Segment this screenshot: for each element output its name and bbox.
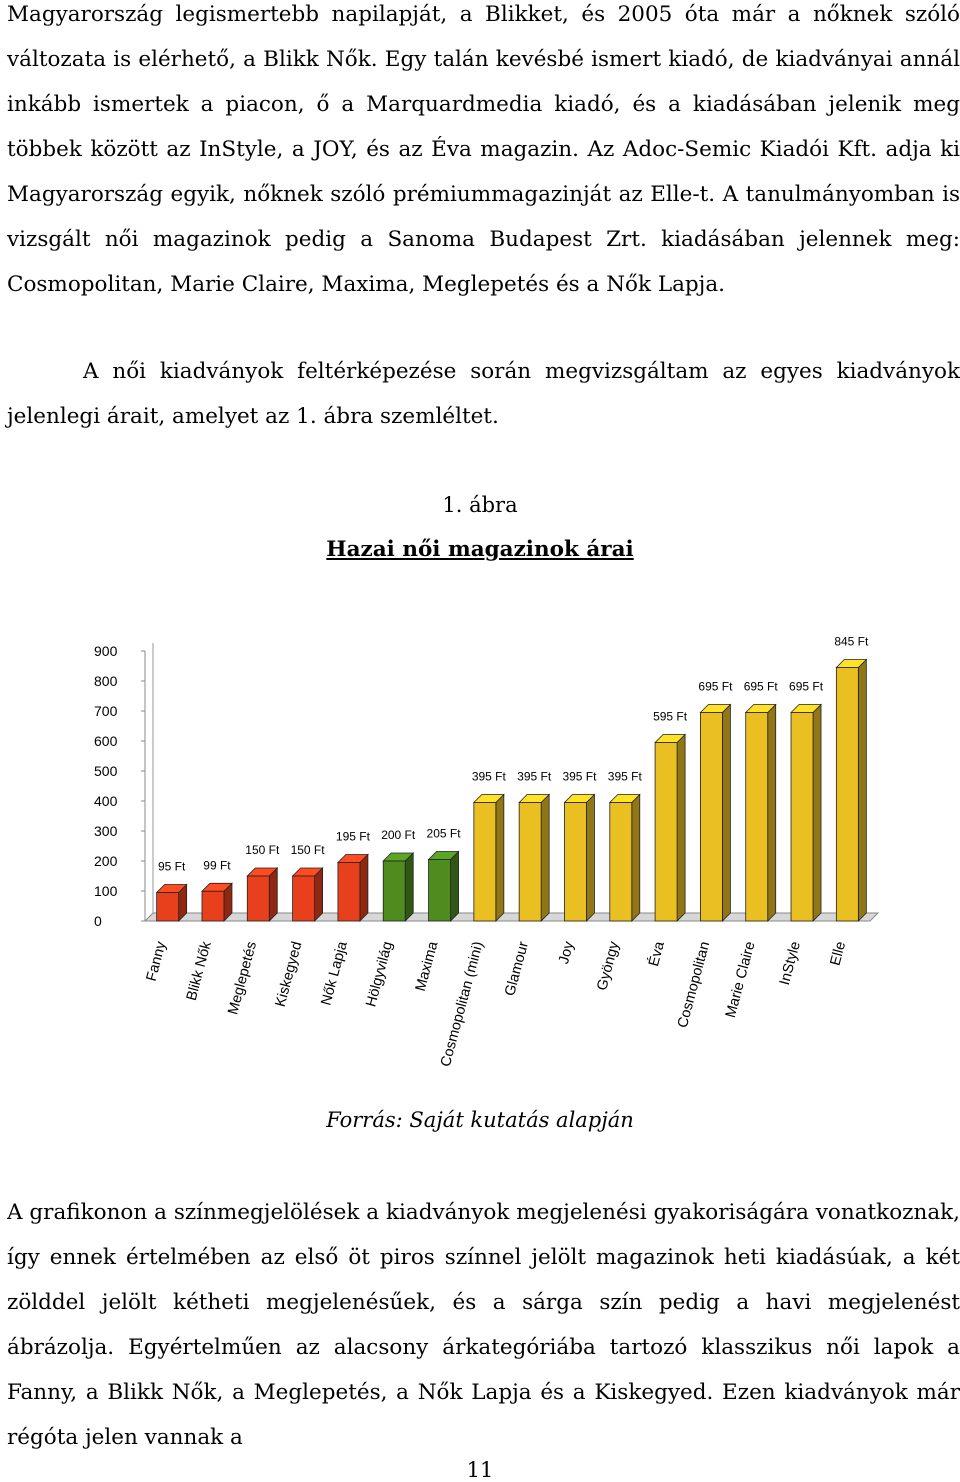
bar-side: [405, 853, 413, 921]
bar: [700, 713, 722, 922]
x-category-label: Joy: [556, 939, 578, 966]
bar-side: [632, 795, 640, 922]
bar: [610, 803, 632, 922]
color-explanation-paragraph: A grafikonon a színmegjelölések a kiadványok megjelenési gyakoriságára vonatkoznak, így ennek értelmében az első öt piros színnel jelölt magazinok heti kiadásúak, a két zölddel jelölt kétheti megjelenésűek, és a sárga szín pedig a havi megjelenést ábrázolja. Egyértelműen az alacsony árkategóriába tartozó klasszikus női lapok a Fanny, a Blikk Nők, a Meglepetés, a Nők Lapja és a Kiskegyed. Ezen kiadványok már régóta jelen vannak a: [7, 1200, 960, 1450]
bar-data-label: 395 Ft: [471, 769, 506, 784]
bar: [202, 891, 224, 921]
figure-number: 1. ábra: [442, 493, 518, 517]
bar-data-label: 695 Ft: [789, 679, 824, 694]
x-category-label: InStyle: [776, 939, 804, 987]
x-category-label: Glamour: [502, 939, 533, 998]
bar-data-label: 200 Ft: [381, 828, 416, 842]
bar-data-label: 395 Ft: [607, 769, 642, 784]
x-category-label: Gyöngy: [594, 939, 623, 993]
bar-data-label: 195 Ft: [335, 829, 370, 844]
bar: [655, 743, 677, 922]
bar: [519, 803, 541, 922]
bar-data-label: 695 Ft: [698, 679, 733, 694]
bar-data-label: 845 Ft: [834, 636, 869, 649]
x-category-label: Kiskegyed: [272, 939, 306, 1009]
x-category-label: Hölgyvilág: [363, 939, 397, 1009]
bar: [157, 893, 179, 922]
bar: [293, 876, 315, 921]
bar-side: [677, 735, 685, 922]
bar-side: [813, 705, 821, 922]
y-tick-label: 0: [94, 913, 102, 929]
bar-data-label: 150 Ft: [290, 843, 325, 857]
bar-data-label: 150 Ft: [245, 843, 280, 857]
y-tick-label: 200: [94, 853, 118, 869]
x-category-label: Cosmopolitan (mini): [437, 939, 487, 1069]
bar: [474, 803, 496, 922]
y-tick-label: 800: [94, 673, 118, 689]
price-bar-chart: [80, 636, 900, 1101]
bar: [564, 803, 586, 922]
x-category-label: Éva: [646, 939, 668, 969]
bar: [247, 876, 269, 921]
y-tick-label: 100: [94, 883, 118, 899]
bar-data-label: 205 Ft: [426, 826, 461, 841]
y-tick-label: 900: [94, 643, 118, 659]
figure-title: Hazai női magazinok árai: [326, 537, 634, 562]
x-category-label: Fanny: [143, 939, 170, 983]
bar-side: [269, 868, 277, 921]
bar-data-label: 95 Ft: [157, 859, 186, 874]
y-tick-label: 400: [94, 793, 118, 809]
bar-side: [496, 795, 504, 922]
bar: [383, 861, 405, 921]
y-tick-label: 500: [94, 763, 118, 779]
x-category-label: Maxima: [412, 939, 442, 994]
y-tick-label: 600: [94, 733, 118, 749]
bar-data-label: 99 Ft: [203, 858, 231, 873]
bar: [338, 863, 360, 922]
bar: [836, 668, 858, 922]
bar-data-label: 395 Ft: [562, 769, 597, 784]
bar-data-label: 395 Ft: [517, 769, 552, 784]
figure-intro-paragraph: A női kiadványok feltérképezése során megvizsgáltam az egyes kiadványok jelenlegi árait, amelyet az 1. ábra szemléltet.: [7, 359, 960, 429]
bar-side: [586, 795, 594, 922]
intro-paragraph: Magyarország legismertebb napilapját, a Blikket, és 2005 óta már a nőknek szóló változata is elérhető, a Blikk Nők. Egy talán kevésbé ismert kiadó, de kiadványai annál inkább ismertek a piacon, ő a Marquardmedia kiadó, és a kiadásában jelenik meg többek között az InStyle, a JOY, és az Éva magazin. Az Adoc-Semic Kiadói Kft. adja ki Magyarország egyik, nőknek szóló prémiummagazinját az Elle-t. A tanulmányomban is vizsgált női magazinok pedig a Sanoma Budapest Zrt. kiadásában jelennek meg: Cosmopolitan, Marie Claire, Maxima, Meglepetés és a Nők Lapja.: [7, 2, 960, 297]
figure-source: Forrás: Saját kutatás alapján: [326, 1108, 634, 1132]
bar: [429, 860, 451, 922]
bar-side: [858, 660, 866, 922]
x-category-label: Marie Claire: [722, 939, 759, 1020]
bar-side: [451, 852, 459, 922]
y-tick-label: 300: [94, 823, 118, 839]
x-category-label: Meglepetés: [225, 939, 261, 1017]
bar-side: [541, 795, 549, 922]
x-category-label: Blikk Nők: [183, 939, 215, 1003]
x-category-label: Elle: [827, 939, 850, 968]
bar-side: [315, 868, 323, 921]
bar-side: [360, 855, 368, 922]
y-tick-label: 700: [94, 703, 118, 719]
x-category-label: Cosmopolitan: [674, 939, 714, 1030]
bar-data-label: 595 Ft: [653, 709, 688, 724]
bar: [791, 713, 813, 922]
bar-side: [722, 705, 730, 922]
x-category-label: Nők Lapja: [318, 939, 351, 1008]
bar-data-label: 695 Ft: [743, 679, 778, 694]
page-number: 11: [466, 1458, 494, 1482]
bar: [746, 713, 768, 922]
bar-side: [768, 705, 776, 922]
